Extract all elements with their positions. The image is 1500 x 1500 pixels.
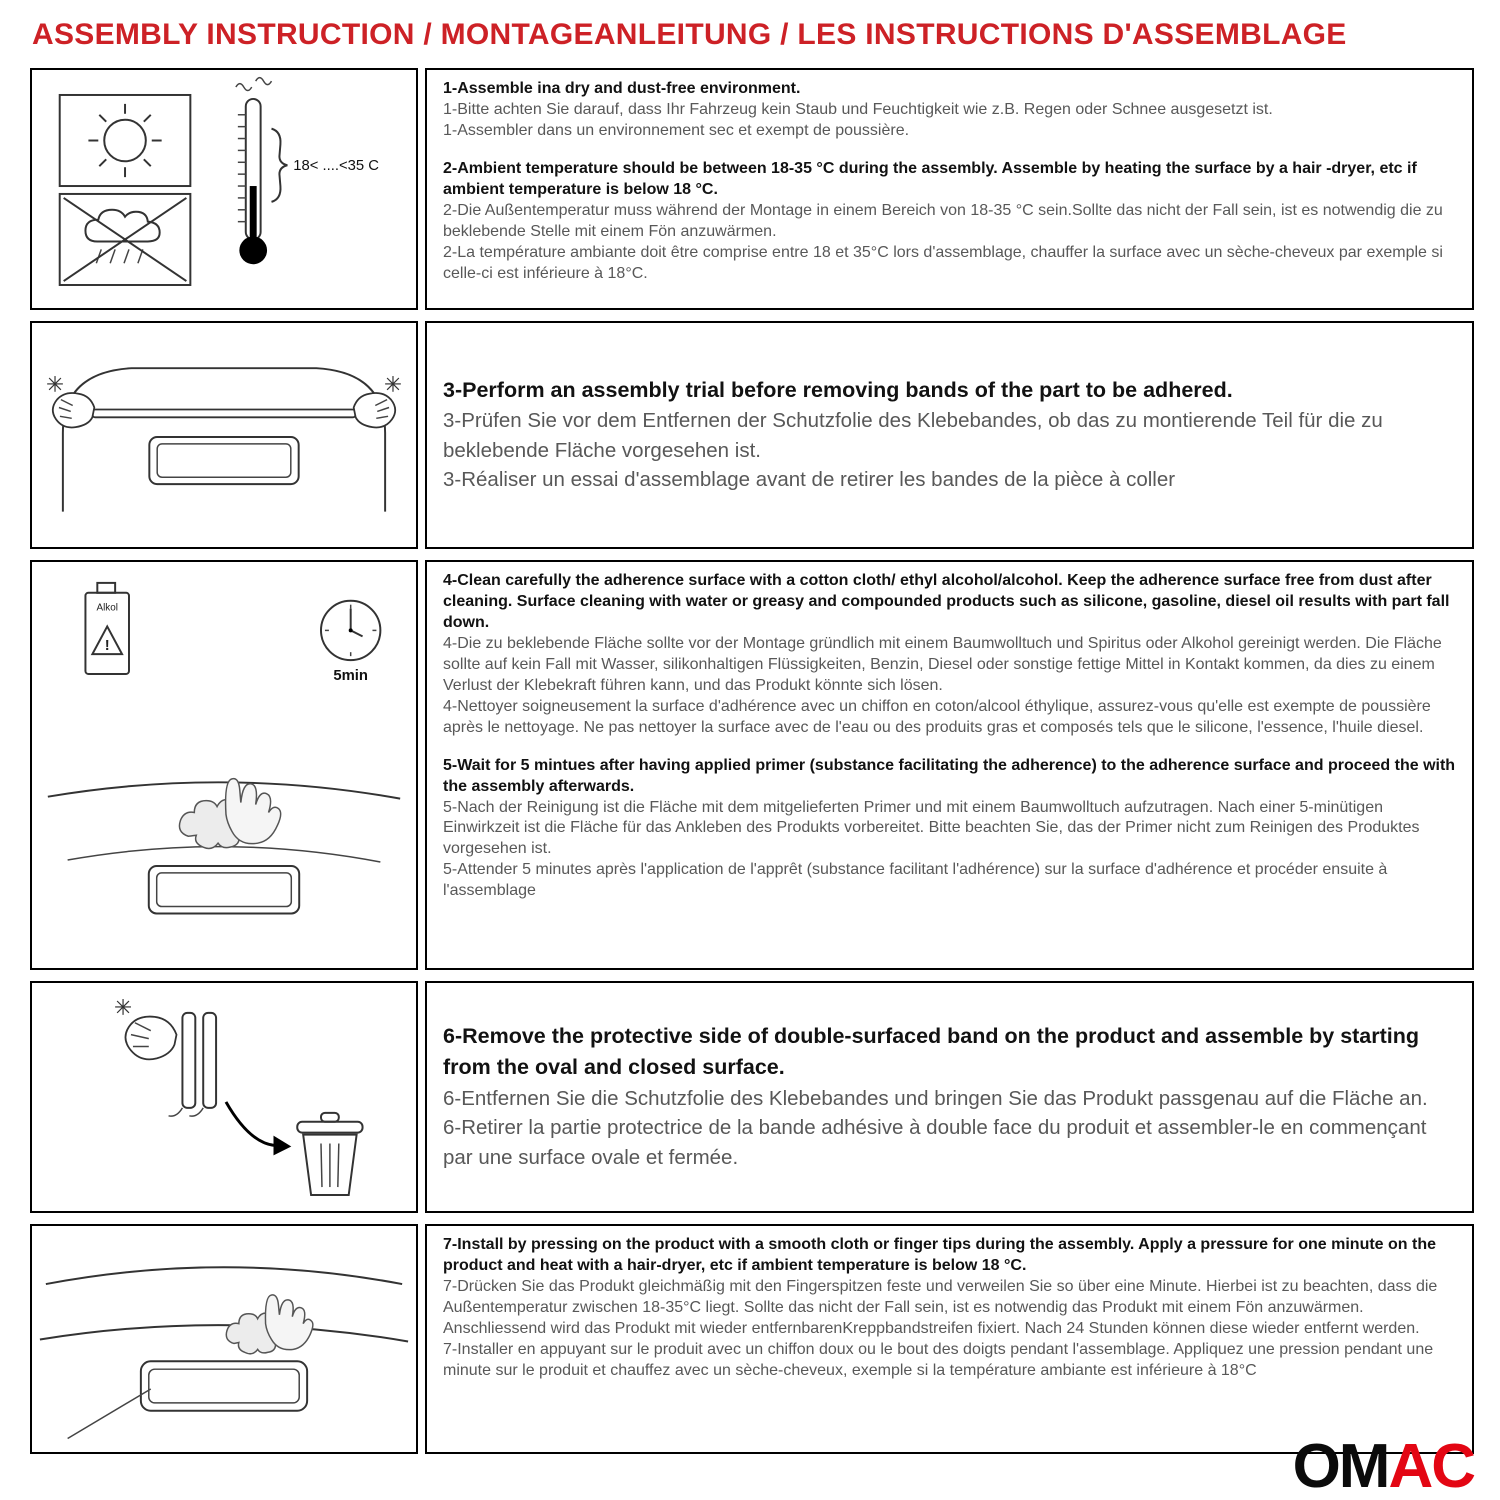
instruction-2-de: 2-Die Außentemperatur muss während der Montage in einem Bereich von 18-35 °C sein.Sollte das nicht der Fall sein, ist es notwendig die zu beklebende Stelle mit einem Fön anzuwärmen. (443, 201, 1443, 240)
warning-triangle-icon (92, 626, 122, 654)
illustration-cleaning (30, 560, 418, 970)
hand-icon (115, 999, 176, 1059)
instruction-5-en: 5-Wait for 5 mintues after having applied primer (substance facilitating the adherence) to the adherence surface and proceed the with the assembly afterwards. (443, 756, 1456, 795)
instruction-row-4 (30, 981, 1474, 1213)
sun-icon (60, 95, 191, 186)
instruction-1-de: 1-Bitte achten Sie darauf, dass Ihr Fahrzeug kein Staub und Feuchtigkeit wie z.B. Regen oder Schnee ausgesetzt ist. (443, 100, 1273, 118)
instruction-4-de: 4-Die zu beklebende Fläche sollte vor der Montage gründlich mit einem Baumwolltuch und Spiritus oder Alkohol gereinigt werden. Die Fläche sollte auf kein Fall mit Wasser, silikonhaltigen Flüssigkeiten, Benzin, Diesel oder sonstige fettige Mittel in Kontakt kommen, da dies zu einem Verlust der Klebekraft führen kann, und das Produkt könnte sich lösen. (443, 634, 1442, 694)
hand-icon (226, 779, 281, 844)
hand-icon (265, 1295, 312, 1350)
instruction-1-fr: 1-Assembler dans un environnement sec et exempt de poussière. (443, 121, 910, 139)
environment-illustration (32, 70, 416, 308)
illustration-environment (30, 68, 418, 310)
illustration-assembly-trial (30, 321, 418, 549)
right-hand-icon (354, 376, 401, 427)
instruction-text-7 (425, 1224, 1474, 1454)
temperature-range-text: 18< ....<35 C (293, 158, 380, 175)
instruction-row-1 (30, 68, 1474, 310)
thermometer-icon (236, 78, 272, 265)
instruction-6-de: 6-Entfernen Sie die Schutzfolie des Klebebandes und bringen Sie das Produkt passgenau auf die Fläche an. (443, 1086, 1428, 1110)
instruction-7-fr: 7-Installer en appuyant sur le produit avec un chiffon doux ou le bout des doigts pendant l'assemblage. Appliquez une pression pendant une minute sur le produit et chauffez avec un sèche-cheveux, exemple si la température ambiante est inférieure à 18°C (443, 1340, 1434, 1379)
instruction-4-en: 4-Clean carefully the adherence surface with a cotton cloth/ ethyl alcohol/alcohol. Keep the adherence surface free from dust after cleaning. Surface cleaning with water or greasy and compounded products such as silicone, gasoline, diesel oil results with part fall down. (443, 572, 1450, 631)
section-gap (443, 739, 1456, 756)
clock-icon (321, 601, 380, 684)
instruction-5-fr: 5-Attender 5 minutes après l'application de l'apprêt (substance facilitant l'adhérence) sur la surface d'adhérence et procéder ensuite à l'assemblage (443, 861, 1388, 900)
cleaning-illustration (32, 562, 416, 968)
trunk-trial-illustration (32, 323, 416, 547)
illustration-band-removal (30, 981, 418, 1213)
instruction-row-2 (30, 321, 1474, 549)
instruction-row-3 (30, 560, 1474, 970)
instruction-text-6 (425, 981, 1474, 1213)
instruction-7-de: 7-Drücken Sie das Produkt gleichmäßig mit den Fingerspitzen feste und verweilen Sie so über eine Minute. Hierbei ist zu beachten, dass die Außentemperatur zwischen 18-35°C liegt. Sollte das nicht der Fall sein, ist es notwendig das Produkt mit einem Fön anzuwärmen. Anschliessend wird das Produkt mit wieder entfernbarenKreppbandstreifen fixiert. Nach 24 Stunden können diese wieder entfernt werden. (443, 1277, 1438, 1337)
brand-logo (1292, 1432, 1474, 1500)
instruction-text-1 (425, 68, 1474, 310)
instruction-1-en: 1-Assemble ina dry and dust-free environment. (443, 80, 801, 97)
instruction-text-3 (425, 321, 1474, 549)
band-removal-illustration (32, 983, 416, 1211)
instruction-text-4 (425, 560, 1474, 970)
alcohol-bottle-icon (85, 583, 129, 674)
press-install-illustration (32, 1226, 416, 1452)
section-gap (443, 142, 1456, 159)
temperature-range-label (272, 129, 380, 202)
left-hand-icon (47, 376, 94, 427)
trash-bin-icon (297, 1113, 362, 1195)
illustration-press-install (30, 1224, 418, 1454)
page-title: ASSEMBLY INSTRUCTION / MONTAGEANLEITUNG / LES INSTRUCTIONS D'ASSEMBLAGE (32, 18, 1347, 51)
surface-wipe-illustration (48, 779, 400, 914)
instruction-4-fr: 4-Nettoyer soigneusement la surface d'adhérence avec un chiffon en coton/alcool éthylique, assurez-vous qu'elle est exempte de poussière après le nettoyage. Ne pas nettoyer la surface avec de l'eau ou des produits gras et composés tels que le silicone, l'essence, l'huile diesel. (443, 697, 1431, 736)
instruction-5-de: 5-Nach der Reinigung ist die Fläche mit dem mitgelieferten Primer und mit einem Baumwolltuch aufzutragen. Nach einer 5-minütigen Einwirkzeit ist die Fläche für das Ankleben des Produkts vorbereitet. Bitte beachten Sie, das der Primer nicht zum Reinigen des Produktes vorgesehen ist. (443, 798, 1420, 858)
no-rain-icon (60, 194, 191, 285)
arrow-icon (226, 1102, 291, 1155)
tape-strips-icon (169, 1013, 217, 1116)
instruction-3-fr: 3-Réaliser un essai d'assemblage avant de retirer les bandes de la pièce à coller (443, 468, 1176, 492)
warning-mark: ! (104, 638, 110, 655)
instruction-2-en: 2-Ambient temperature should be between 18-35 °C during the assembly. Assemble by heating the surface by a hair -dryer, etc if ambient temperature is below 18 °C. (443, 159, 1417, 198)
instruction-6-en: 6-Remove the protective side of double-surfaced band on the product and assemble by starting from the oval and closed surface. (443, 1024, 1420, 1080)
instruction-3-en: 3-Perform an assembly trial before removing bands of the part to be adhered. (443, 377, 1233, 402)
instruction-row-5 (30, 1224, 1474, 1454)
instruction-2-fr: 2-La température ambiante doit être comprise entre 18 et 35°C lors d'assemblage, chauffer la surface avec un sèche-cheveux par exemple si celle-ci est inférieure à 18°C. (443, 243, 1443, 282)
brand-logo-black: OM (1292, 1432, 1389, 1500)
instruction-7-en: 7-Install by pressing on the product with a smooth cloth or finger tips during the assembly. Apply a pressure for one minute on the product and heat with a hair-dryer, etc if ambient temperature is below 18 °C. (443, 1236, 1436, 1274)
instruction-6-fr: 6-Retirer la partie protectrice de la bande adhésive à double face du produit et assembler-le en commençant par une surface ovale et fermée. (443, 1116, 1427, 1170)
brand-logo-red: AC (1388, 1432, 1474, 1500)
bottle-label: Alkol (96, 602, 118, 614)
instruction-3-de: 3-Prüfen Sie vor dem Entfernen der Schutzfolie des Klebebandes, ob das zu montierende Teil für die zu beklebende Fläche vorgesehen ist. (443, 409, 1383, 462)
clock-duration-label: 5min (333, 667, 368, 684)
